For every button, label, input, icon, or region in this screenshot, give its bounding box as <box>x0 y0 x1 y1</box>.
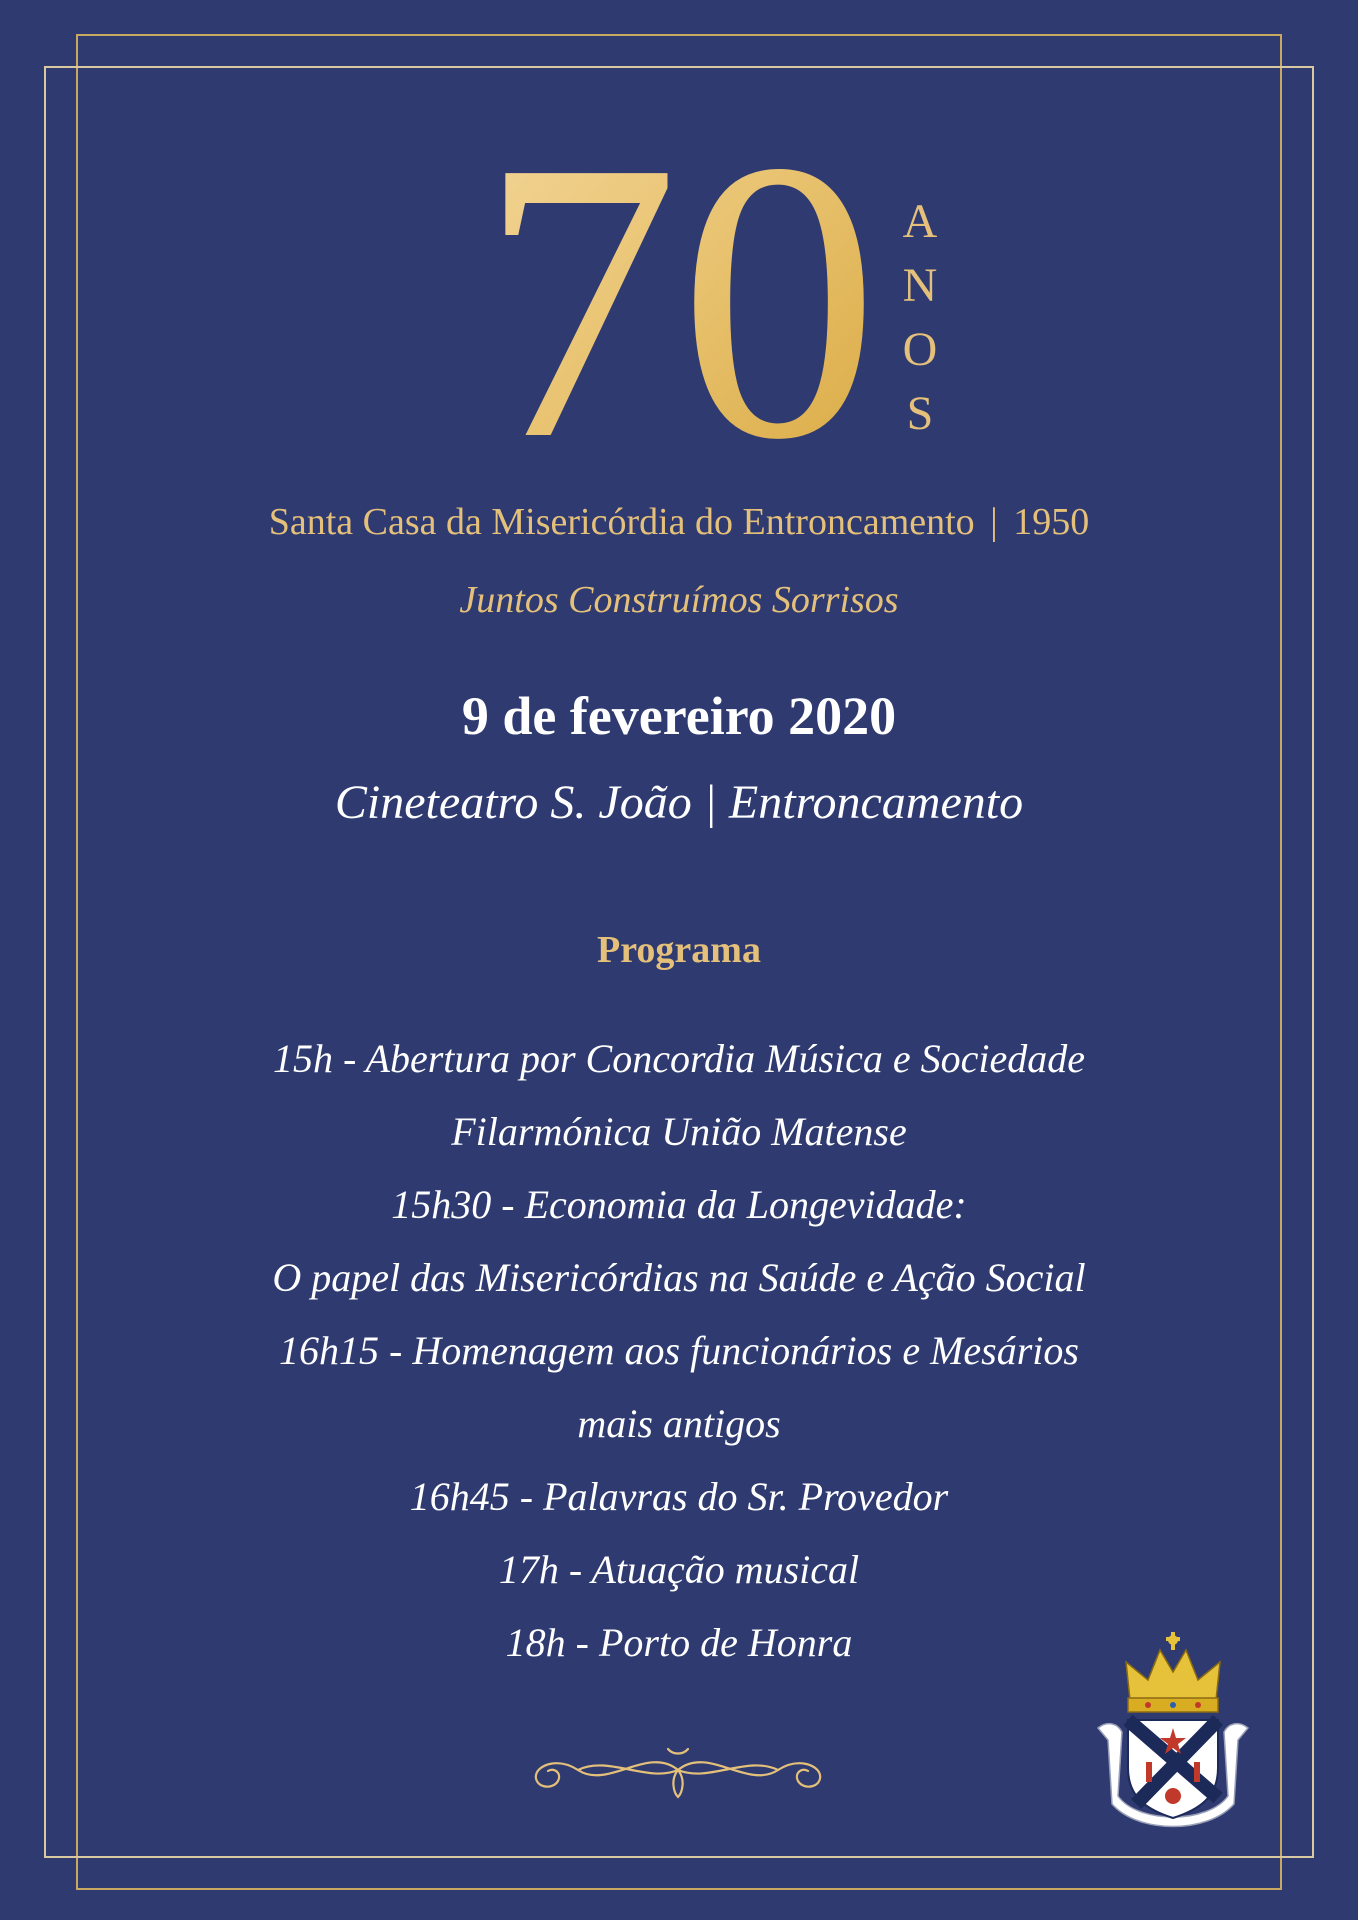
event-venue: Cineteatro S. João | Entroncamento <box>334 776 1024 829</box>
anos-letter: S <box>906 387 934 440</box>
anos-letter: A <box>902 195 938 248</box>
anniversary-number-art <box>449 110 909 450</box>
anos-vertical-label <box>895 190 945 446</box>
program-line: Filarmónica União Matense <box>451 1109 907 1154</box>
program-line: O papel das Misericórdias na Saúde e Ação Social <box>272 1255 1086 1300</box>
program-line: 16h15 - Homenagem aos funcionários e Mesários <box>279 1328 1079 1373</box>
program-line: 18h - Porto de Honra <box>505 1620 853 1665</box>
coat-of-arms-icon <box>1088 1628 1258 1828</box>
crown-icon <box>1126 1632 1220 1712</box>
program-line: 15h - Abertura por Concordia Música e Sociedade <box>272 1036 1086 1081</box>
shield-icon <box>1128 1720 1218 1818</box>
number-text: 70 <box>479 110 879 450</box>
ornamental-flourish-icon <box>518 1735 838 1805</box>
program-list <box>0 1022 1358 1679</box>
program-line: 16h45 - Palavras do Sr. Provedor <box>409 1474 949 1519</box>
program-line: mais antigos <box>577 1401 781 1446</box>
anos-letter: N <box>902 259 938 312</box>
event-date: 9 de fevereiro 2020 <box>461 686 897 746</box>
program-line: 17h - Atuação musical <box>498 1547 860 1592</box>
slogan: Juntos Construímos Sorrisos <box>459 579 899 621</box>
organization-name: Santa Casa da Misericórdia do Entroncamento <box>268 501 975 543</box>
organization-separator: | <box>990 501 998 543</box>
program-title: Programa <box>597 929 761 971</box>
anos-letter: O <box>902 323 938 376</box>
organization-line <box>0 500 1358 544</box>
anniversary-number <box>0 110 1358 450</box>
program-line: 15h30 - Economia da Longevidade: <box>391 1182 967 1227</box>
founding-year: 1950 <box>1013 501 1090 543</box>
